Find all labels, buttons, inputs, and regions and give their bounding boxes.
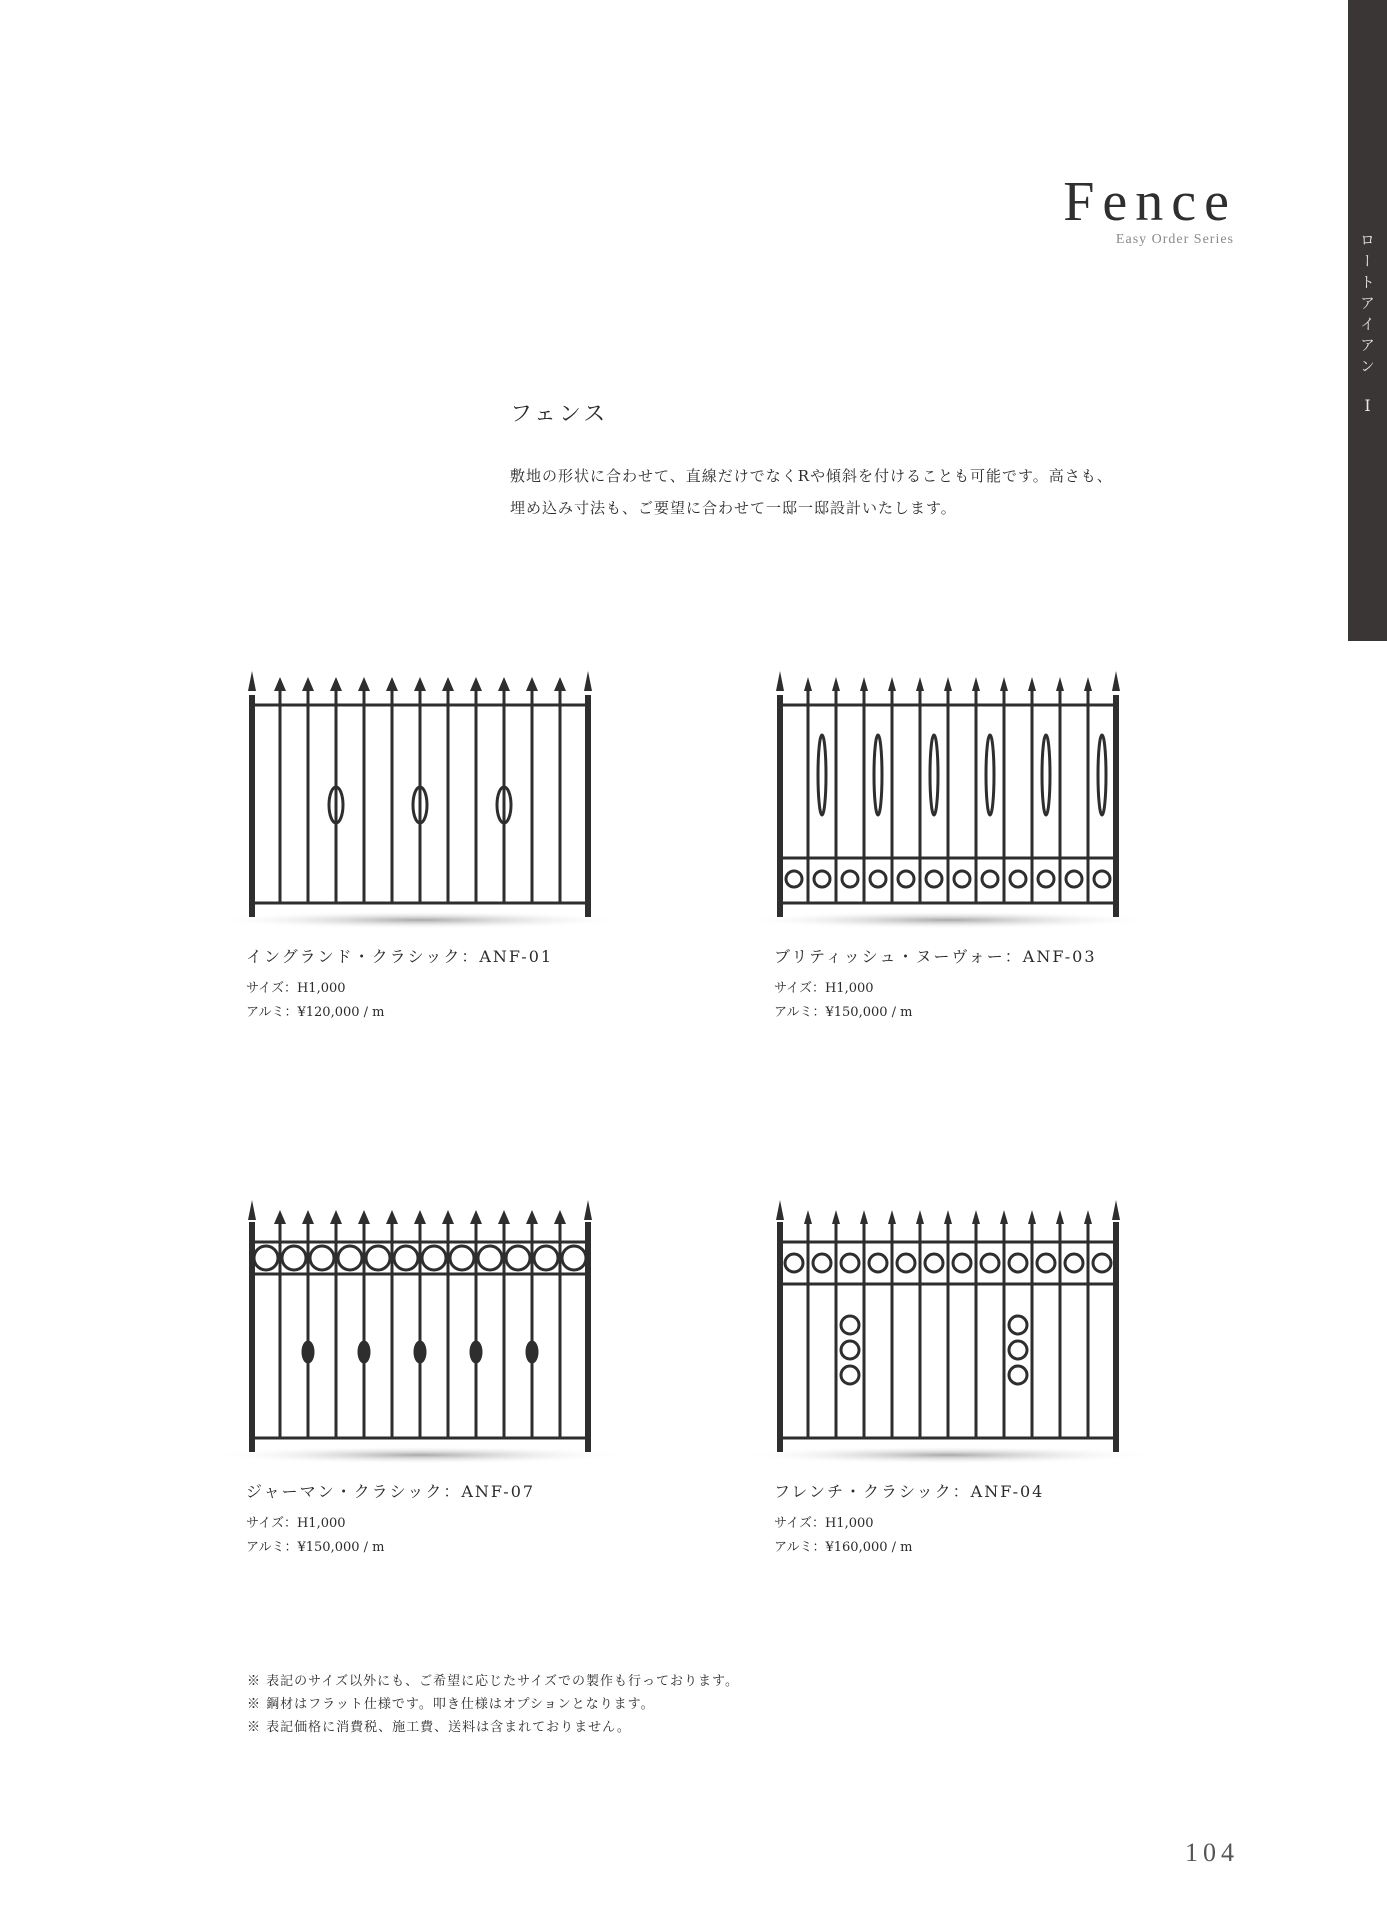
fence-image-anf-07	[210, 1200, 630, 1465]
product-spec	[738, 1512, 1178, 1560]
intro-line: 埋め込み寸法も、ご要望に合わせて一邸一邸設計いたします。	[510, 499, 957, 517]
footnotes	[247, 1670, 739, 1739]
product-name: イングランド・クラシック：ANF-01	[246, 947, 554, 966]
product-price: アルミ：¥120,000 / m	[246, 1005, 385, 1020]
page-title: Fence	[1063, 171, 1237, 233]
product-card	[738, 665, 1178, 1025]
page-number: 104	[1185, 1838, 1239, 1867]
fence-image-anf-01	[210, 665, 630, 930]
product-card	[210, 665, 650, 1025]
fence-image-anf-03	[738, 665, 1158, 930]
intro-text	[510, 460, 1150, 524]
product-spec	[738, 977, 1178, 1025]
footnote: ※ 表記価格に消費税、施工費、送料は含まれておりません。	[247, 1720, 631, 1735]
product-price: アルミ：¥160,000 / m	[774, 1540, 913, 1555]
product-card	[738, 1200, 1178, 1560]
product-price: アルミ：¥150,000 / m	[774, 1005, 913, 1020]
chapter-tab-number: I	[1364, 396, 1371, 415]
product-name: ジャーマン・クラシック：ANF-07	[246, 1482, 536, 1501]
product-spec	[210, 1512, 650, 1560]
product-spec	[210, 977, 650, 1025]
footnote: ※ 表記のサイズ以外にも、ご希望に応じたサイズでの製作も行っております。	[247, 1674, 740, 1689]
product-name: ブリティッシュ・ヌーヴォー：ANF-03	[774, 947, 1097, 966]
fence-image-anf-04	[738, 1200, 1158, 1465]
product-size: サイズ：H1,000	[246, 981, 346, 996]
product-size: サイズ：H1,000	[774, 981, 874, 996]
chapter-tab-label: ロートアイアン	[1358, 232, 1376, 379]
chapter-tab	[1348, 0, 1387, 641]
intro-line: 敷地の形状に合わせて、直線だけでなくRや傾斜を付けることも可能です。高さも、	[510, 467, 1113, 485]
page-subtitle: Easy Order Series	[1115, 232, 1234, 247]
product-card	[210, 1200, 650, 1560]
product-name: フレンチ・クラシック：ANF-04	[774, 1482, 1045, 1501]
product-size: サイズ：H1,000	[774, 1516, 874, 1531]
product-price: アルミ：¥150,000 / m	[246, 1540, 385, 1555]
section-title: フェンス	[510, 402, 609, 427]
footnote: ※ 鋼材はフラット仕様です。叩き仕様はオプションとなります。	[247, 1697, 655, 1712]
product-size: サイズ：H1,000	[246, 1516, 346, 1531]
